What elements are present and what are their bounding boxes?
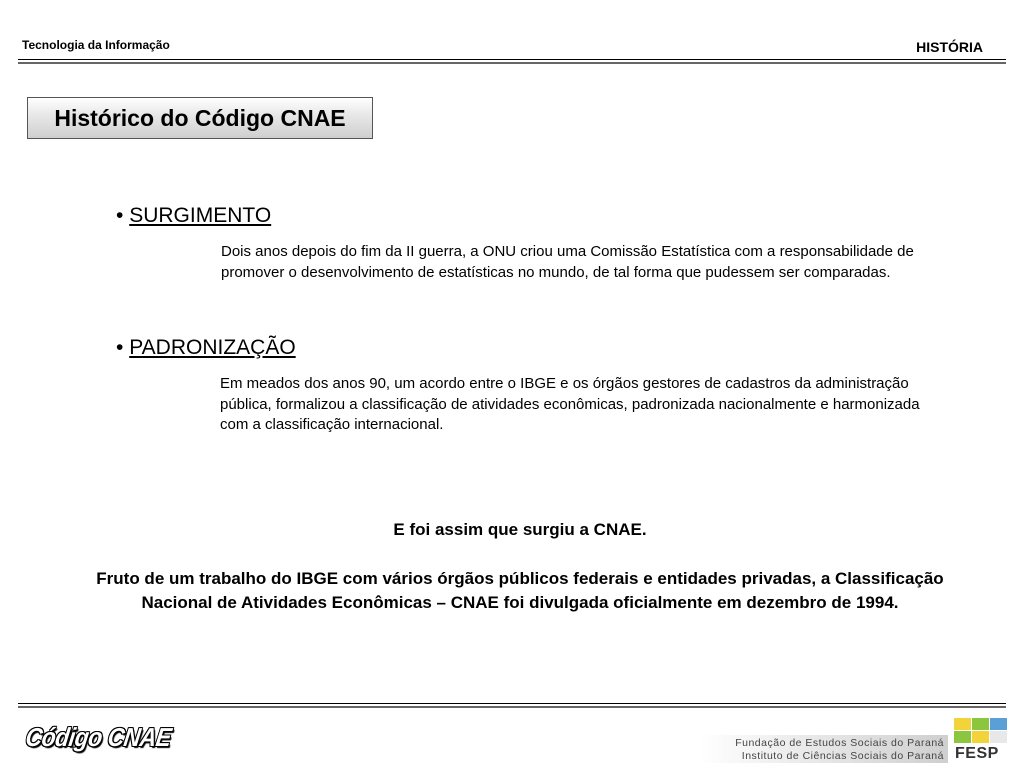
header-left-text: Tecnologia da Informação bbox=[22, 38, 170, 52]
section-bullet-padronizacao bbox=[116, 336, 296, 360]
section-label-padronizacao: PADRONIZAÇÃO bbox=[129, 336, 296, 359]
conclusion-text: Fruto de um trabalho do IBGE com vários órgãos públicos federais e entidades privadas, a Classificação Nacional de Atividades Econômicas – CNAE foi divulgada oficialmente em dezembro de 1994. bbox=[96, 569, 944, 612]
header-rule-thick bbox=[18, 62, 1006, 64]
bullet-marker: • bbox=[116, 204, 124, 227]
section-text-padronizacao: Em meados dos anos 90, um acordo entre o IBGE e os órgãos gestores de cadastros da administração pública, formalizou a classificação de atividades econômicas, padronizada nacionalmente e harmonizada com a classificação internacional. bbox=[220, 375, 920, 433]
fesp-logo-text: FESP bbox=[955, 745, 999, 762]
section-label-surgimento: SURGIMENTO bbox=[129, 204, 272, 227]
org-line-1: Fundação de Estudos Sociais do Paraná bbox=[735, 737, 944, 749]
org-line-2: Instituto de Ciências Sociais do Paraná bbox=[741, 750, 944, 762]
org-name-box bbox=[700, 735, 948, 763]
slide-title-box bbox=[27, 97, 373, 139]
bullet-marker: • bbox=[116, 336, 124, 359]
footer-rule-thick bbox=[18, 706, 1006, 708]
section-text-surgimento: Dois anos depois do fim da II guerra, a ONU criou uma Comissão Estatística com a responsabilidade de promover o desenvolvimento de estatísticas no mundo, de tal forma que pudessem ser comparadas. bbox=[221, 243, 914, 281]
footer-rule-thin bbox=[18, 703, 1006, 704]
slide-title: Histórico do Código CNAE bbox=[54, 104, 346, 131]
header-right-text: HISTÓRIA bbox=[916, 39, 983, 55]
header-rule-thin bbox=[18, 59, 1006, 60]
footer-title: Código CNAE bbox=[23, 722, 174, 752]
conclusion-heading: E foi assim que surgiu a CNAE. bbox=[393, 520, 647, 539]
section-bullet-surgimento bbox=[116, 204, 271, 228]
